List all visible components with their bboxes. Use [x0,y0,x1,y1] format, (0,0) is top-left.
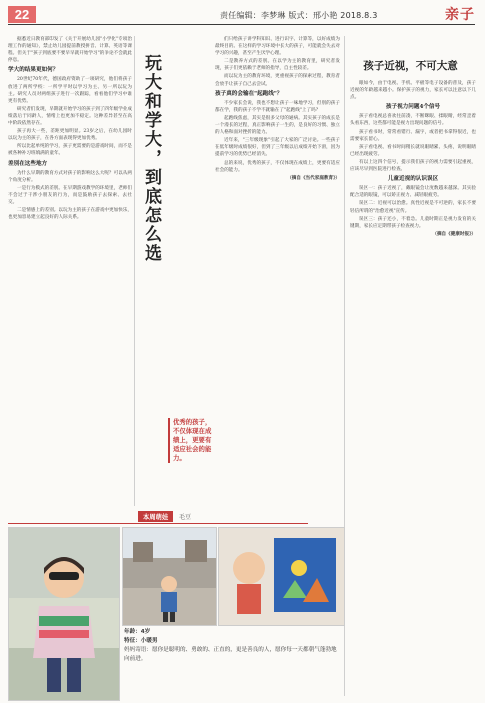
paragraph: 据悉近日教育部印发了《关于开展幼儿园"小学化"专项治理工作的通知》，禁止幼儿园提前教授拼音、计算、英语等课程。但关于"孩子到底要不要早早就开始学习"的争论不会就此停息。 [8,37,132,64]
profile-age: 年龄：4岁 [124,629,151,635]
page-number: 22 [8,6,36,23]
profile-trait: 特征：小暖男 [124,638,158,644]
paragraph: 孩子看电视、看书时间稍长就说眼睛累、头疼，说明眼睛已经出现疲劳。 [350,144,476,157]
editor-line: 责任编辑：李梦琳 版式：邢小艳 2018.8.3 [220,11,378,20]
article-vertical-title: 玩大和学大，到底怎么选 [141,54,161,263]
paragraph: 起跑线焦虑，其实是很多父母的通病。其实孩子的成长是一个漫长的过程，真正影响孩子一生的，是良好的习惯、独立的人格和面对挫折的能力。 [215,115,340,136]
paragraph: 孩子再大一些，差距更加明显。23岁之后，在幼儿园时以玩为主的孩子，在各方面表现得更加优秀。 [8,129,132,142]
right-article-column [350,80,476,695]
paragraph: 孩子看书时，常常看错行、漏字，或者把书拿得很近，也需要家长留心。 [350,129,476,142]
subheading: 孩子视力问题4个信号 [385,104,441,111]
paragraph: 所以比起单纯的学习，孩子更需要的是游戏时间，而不是被各种补习班填满的童年。 [8,144,132,157]
paragraph: 二是教养方式的差别。在以学为主的教育里，研究者发现，孩子们更依赖于老师的指导，自主性较差。 [215,59,340,72]
article-column-2 [215,36,340,506]
subheading: 孩子真的会输在"起跑线"？ [215,90,283,97]
paragraph: 总的来说，优秀的孩子，不仅体现在成绩上，更要有适应社会的能力。 [215,160,340,173]
subheading: 儿童近视的认识误区 [387,176,439,183]
child-photo-outdoor [122,527,217,626]
column-divider [134,36,135,506]
section-logo: 亲子 [445,7,475,23]
paragraph: 不少家长会说，我也不想让孩子一味地学习，但别的孩子都在学，我的孩子不学不就输在了"起跑线"上了吗？ [215,100,340,113]
paragraph: 而以玩为主的教育环境，更重视孩子的探索过程，教育者会放手让孩子自己去尝试。 [215,74,340,87]
section-label: 本周萌娃 [138,511,173,522]
source-note: （摘自《当代家庭教育》） [287,175,340,181]
paragraph: 研究者们发现，早期就开始学习的孩子到了四年级学业成绩落后于同龄人，情绪上也更加不稳定。这种差异甚至在高中阶段依然存在。 [8,106,132,127]
paragraph: 近年来，"三年级现象"引起了大家的广泛讨论。一些孩子在低年级时成绩很好，但到了三年级以后成绩开始下滑，因为提前学习的优势已经消失。 [215,138,340,158]
paragraph: 二是情感上的差别。以玩为主的孩子在游戏中更加快乐，也更加容易建立起良好的人际关系。 [8,208,132,221]
paragraph: 误区三：孩子还小，不着急。儿童时期正是视力发育的关键期，家长应定期带孩子检查视力。 [350,216,476,229]
paragraph: 眼如今，由于电视、手机、平板等电子设备的普及，孩子近视的年龄越来越小。保护孩子的视力，家长可以注意以下几点。 [350,81,476,101]
source-note: （摘自《健康时报》） [432,231,476,237]
paragraph: 为什么早期的教育方式对孩子的影响这么大呢？可以从两个角度分析。 [8,170,132,183]
paragraph: 们只给孩子讲学科知识、进行识字、计算等，以好成绩为最终目的。在这样的学习环境中长大的孩子，可能就会失去对学习的兴趣，甚至产生厌学心理。 [215,37,340,57]
child-photo-portrait [8,527,120,701]
subheading: 差别在这些地方 [8,160,48,167]
section-subtitle: 毛豆 [179,514,192,521]
header-divider [8,24,475,25]
paragraph: 有以上这四个信号，提示我们孩子的视力需要引起重视，应该尽早到医院进行检查。 [350,159,476,173]
profile-caption [124,628,342,664]
paragraph: 20世纪70年代，德国政府资助了一项研究，他们将孩子放进了两所学校：一所学平时以学习为主、另一所以玩为主。研究人员对两组孩子进行一次跟踪，看看他们学习中谁更有优势。 [8,77,132,104]
article-column-1 [8,36,132,506]
subheading: 学大的结果更如何？ [8,67,59,74]
paragraph: 误区一：孩子近视了，戴眼镜会让度数越来越深。其实验配合适的眼镜，可以矫正视力、减轻眼疲劳。 [350,186,476,199]
right-article-title: 孩子近视，不可大意 [363,60,458,72]
profile-note: 妈妈寄语：愿你是聪明的、勇敢的、正直的，更是善良的人，愿你每一天都朝气蓬勃地向前进。 [124,647,337,662]
child-drawing-photo [218,527,345,626]
pull-quote: 优秀的孩子，不仅体现在成绩上，更要有适应社会的能力。 [168,418,217,463]
paragraph: 孩子看电视总喜欢往前凑，不断眯眼、揉眼睛，经常歪着头看东西，这些都可能是视力出现问题的信号。 [350,114,476,127]
paragraph: 误区二：近视可以治愈。真性近视是不可逆的，家长不要轻信所谓的"治愈近视"宣传。 [350,201,476,214]
paragraph: 一是行为模式的差别。在早期游戏教学的环境里，老师们不会过于干涉小朋友的行为，而是鼓励孩子去探索、去社交。 [8,185,132,205]
